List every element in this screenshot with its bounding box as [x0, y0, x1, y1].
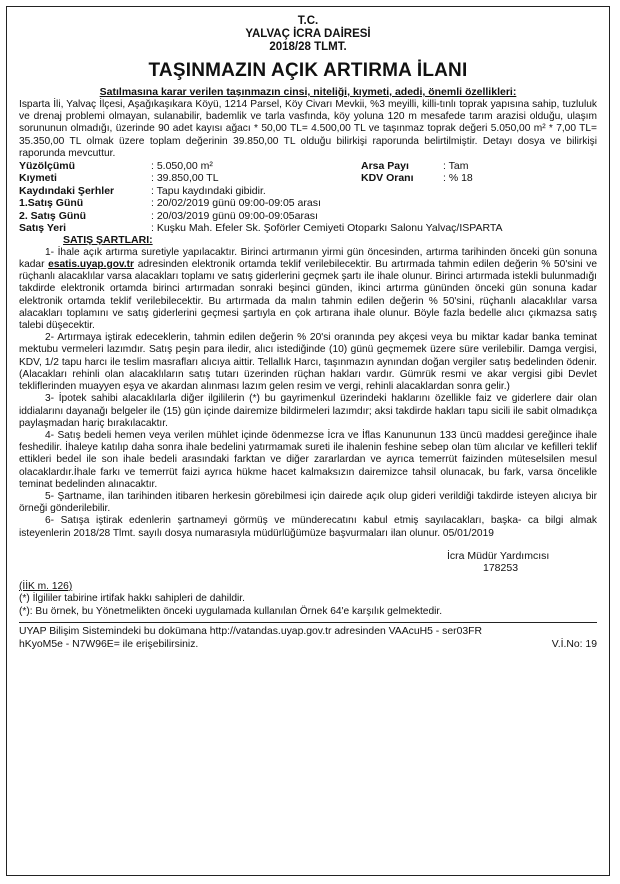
arsa-payi-value: : Tam — [443, 160, 469, 173]
header-file-number: 2018/28 TLMT. — [269, 41, 347, 53]
footnote-2: (*): Bu örnek, bu Yönetmelikten önceki uygulamada kullanılan Örnek 64'e karşılık gelmektedir. — [19, 605, 443, 617]
esatis-link[interactable]: esatis.uyap.gov.tr — [48, 259, 135, 271]
satis2-label: 2. Satış Günü — [19, 209, 87, 222]
serhler-value: : Tapu kaydındaki gibidir. — [151, 184, 266, 197]
condition-4: 4- Satış bedeli hemen veya verilen mühlet içinde ödenmezse İcra ve İflas Kanununun 133 üncü maddesi gereğince ihale feshedilir. İhaleye katılıp daha sonra ihale bedelini yatırmamak sureti ile ihalenin feshine sebep olan tüm alıcılar ve kefilleri teklif ettikleri bedel ile son ihale bedeli arasındaki farktan ve diğer zararlardan ve ayrıca temerrüt faizinden müteselsilen mesul olacaklardır.İhale farkı ve temerrüt faizi ayrıca hükme hacet kalmaksızın dairemizce tahsil olunacak, bu fark, varsa öncelikle teminat bedelinden alınacaktır. — [19, 429, 597, 490]
yuzolcumu-label: Yüzölçümü — [19, 160, 76, 173]
condition-2: 2- Artırmaya iştirak edeceklerin, tahmin edilen değerin % 20'si oranında pey akçesi veya bu miktar kadar banka teminat mektubu vermeleri lazımdır. Satış peşin para iledir, alıcı istediğinde (10) günü geçmemek üzere süre verilebilir. Damga vergisi, KDV, 1/2 tapu harcı ile teslim masrafları alıcıya aittir. Tellallık Harcı, taşınmazın aynından doğan vergiler satış bedelinden ödenir. (Alacakları rehinli olan alacaklıların satış tutarı üzerinden rüçhan hakları vardır. Gümrük resmi ve akar vergisi gibi Devlet tekliflerinden muayyen eşya ve akardan alınması lazım gelen resim ve vergi, rehinli alacaklardan sonra gelir.) — [19, 332, 597, 393]
kiymeti-value: : 39.850,00 TL — [151, 172, 219, 185]
condition-1-part-b: adresinden elektronik ortamda teklif verilebilecektir. Bu artırmada tahmin edilen değerin % 50'sini ve rüçhanlı alacaklılar varsa alacakları toplamı ve satış giderlerini geçmek şartı ile ihale olunur. Birinci artırmada istekli bulunmadığı takdirde elektronik ortamda birinci artırmadan sonraki beşinci günden, ikinci artırma gününden önceki gün sonuna kadar elektronik ortamda teklif verilebilecektir. Bu artırmada da malın tahmin edilen değerin % 50'sini, rüçhanlı alacaklılar varsa alacakları toplamını ve satış giderlerini geçmesi şartıyla en çok artırana ihale olunur. Böyle fazla bedelle alıcı çıkmazsa satış talebi düşecektir. — [19, 259, 597, 332]
detail-row-sale1 — [19, 197, 597, 209]
condition-1 — [19, 247, 597, 332]
footer-divider — [19, 622, 597, 623]
satis1-value: : 20/02/2019 günü 09:00-09:05 arası — [151, 197, 321, 210]
header-office: YALVAÇ İCRA DAİRESİ — [245, 28, 371, 40]
signature-block — [447, 550, 597, 575]
condition-1-part-a: 1- İhale açık artırma suretiyle yapılacaktır. Birinci artırmanın yirmi gün öncesinden, artırma tarihinden önceki gün sonuna kadar — [19, 246, 597, 271]
detail-row-value — [19, 172, 597, 184]
uyap-footer — [19, 626, 597, 651]
signature-number: 178253 — [483, 562, 519, 575]
condition-3: 3- İpotek sahibi alacaklılarla diğer ilgililerin (*) bu gayrimenkul üzerindeki haklarını özellikle faiz ve giderlere dair olan iddialarını dayanağı belgeler ile (15) gün içinde dairemize bildirmeleri lazımdır; aksi takdirde hakları tapu sicili ile sabit olmadıkça paylaşmadan hariç bırakılacaktır. — [19, 393, 597, 429]
detail-row-annotations — [19, 185, 597, 197]
satis2-value: : 20/03/2019 günü 09:00-09:05arası — [151, 209, 318, 222]
yuzolcumu-value: : 5.050,00 m² — [151, 160, 213, 173]
arsa-payi-label: Arsa Payı — [361, 160, 409, 173]
detail-row-place — [19, 222, 597, 234]
yeri-label: Satış Yeri — [19, 222, 67, 235]
serhler-label: Kaydındaki Şerhler — [19, 184, 115, 197]
kdv-label: KDV Oranı — [361, 172, 414, 185]
uyap-line-2: hKyoM5e - N7W96E= ile erişebilirsiniz. — [19, 638, 199, 650]
yeri-value: : Kuşku Mah. Efeler Sk. Şoförler Cemiyeti Otoparkı Salonu Yalvaç/ISPARTA — [151, 222, 503, 235]
section-subtitle: Satılmasına karar verilen taşınmazın cinsi, niteliği, kıymeti, adedi, önemli özellikleri: — [99, 86, 517, 98]
uyap-line-1: UYAP Bilişim Sistemindeki bu dokümana http://vatandas.uyap.gov.tr adresinden VAAcuH5 - ser03FR — [19, 626, 482, 638]
document-frame — [6, 6, 610, 876]
document-body — [19, 15, 597, 651]
kiymeti-label: Kıymeti — [19, 172, 57, 185]
conditions-title: SATIŞ ŞARTLARI: — [63, 234, 153, 247]
page-title: TAŞINMAZIN AÇIK ARTIRMA İLANI — [148, 60, 468, 81]
condition-5: 5- Şartname, ilan tarihinden itibaren herkesin görebilmesi için dairede açık olup gideri verildiği takdirde isteyen alıcıya bir örneği gönderilebilir. — [19, 490, 597, 515]
satis1-label: 1.Satış Günü — [19, 197, 84, 210]
condition-6: 6- Satışa iştirak edenlerin şartnameyi görmüş ve münderecatını kabul etmiş sayılacakları, başka- ca bilgi almak isteyenlerin 2018/28 Tlmt. sayılı dosya numarasıyla müdürlüğümüze başvurmaları ilan olunur. 05/01/2019 — [19, 515, 597, 539]
property-description: Isparta İli, Yalvaç İlçesi, Aşağıkaşıkara Köyü, 1214 Parsel, Köy Civarı Mevkii, %3 meyilli, killi-tınlı toprak yapısına sahip, tuzluluk ve drenaj problemi olmayan, sulanabilir, bademlik ve tarla vasfında, köy yoluna 120 m mesafede tarım arazisi olduğu, ulaşım sorununun olmadığı, üzerinde 90 adet kayısı ağacı * 50,00 TL= 4.500,00 TL ve taşınmaz toprak değeri 5.050,00 m² * 7,00 TL= 35.350,00 TL olmak üzere toplam değerinin 39.850,00 TL olduğu bilirkişi raporunda belirtilmiştir. Detayı dosya ve bilirkişi raporunda mevcuttur. — [19, 99, 597, 159]
version-number: V.İ.No: 19 — [551, 638, 597, 650]
footnote-ref: (İİK m. 126) — [19, 580, 73, 592]
signature-title: İcra Müdür Yardımcısı — [447, 549, 550, 562]
detail-row-sale2 — [19, 210, 597, 222]
header-tc: T.C. — [297, 15, 319, 27]
footnote-1: (*) İlgililer tabirine irtifak hakkı sahipleri de dahildir. — [19, 593, 245, 605]
kdv-value: : % 18 — [443, 172, 473, 185]
detail-row-area — [19, 160, 597, 172]
